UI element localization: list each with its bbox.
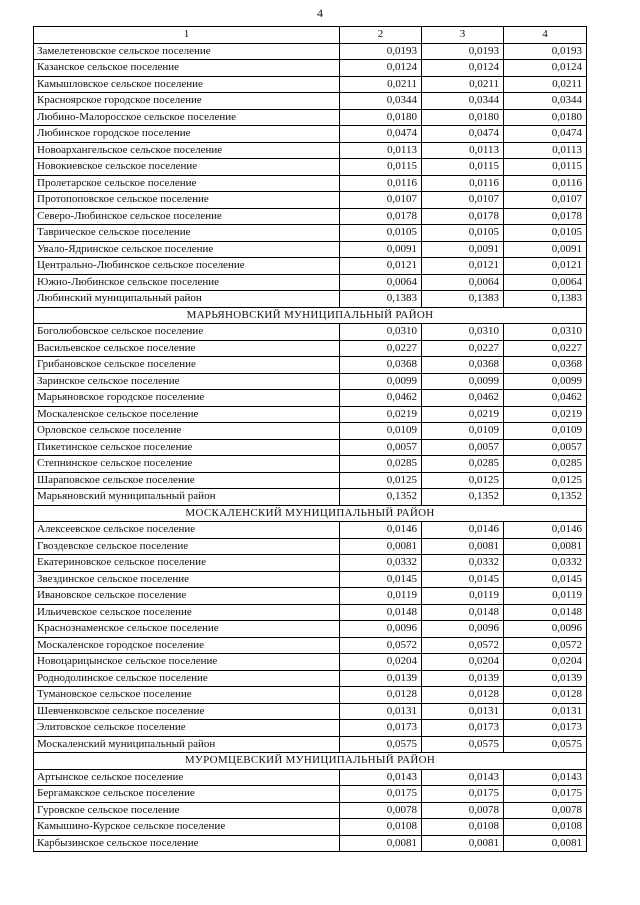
page-number: 4 [317, 6, 323, 20]
settlement-name-cell: Москаленское сельское поселение [34, 406, 340, 423]
col4-value-cell: 0,0121 [504, 258, 587, 275]
settlement-name-cell: Северо-Любинское сельское поселение [34, 208, 340, 225]
col4-value-cell: 0,0344 [504, 93, 587, 110]
col2-value-cell: 0,0099 [340, 373, 422, 390]
settlement-name-cell: Таврическое сельское поселение [34, 225, 340, 242]
col3-value-cell: 0,0572 [422, 637, 504, 654]
col3-value-cell: 0,0227 [422, 340, 504, 357]
col3-value-cell: 0,0332 [422, 555, 504, 572]
col3-value-cell: 0,0462 [422, 390, 504, 407]
col4-value-cell: 0,0064 [504, 274, 587, 291]
col4-value-cell: 0,0125 [504, 472, 587, 489]
col2-value-cell: 0,0344 [340, 93, 422, 110]
header-cell: 2 [340, 27, 422, 44]
col3-value-cell: 0,0081 [422, 835, 504, 852]
col4-value-cell: 0,0099 [504, 373, 587, 390]
table-row [34, 357, 587, 374]
col3-value-cell: 0,1352 [422, 489, 504, 506]
col3-value-cell: 0,0124 [422, 60, 504, 77]
col3-value-cell: 0,0109 [422, 423, 504, 440]
col2-value-cell: 0,0115 [340, 159, 422, 176]
header-row [34, 27, 587, 44]
col2-value-cell: 0,0146 [340, 522, 422, 539]
table-row [34, 802, 587, 819]
col2-value-cell: 0,0204 [340, 654, 422, 671]
settlement-name-cell: Карбызинское сельское поселение [34, 835, 340, 852]
col4-value-cell: 0,0572 [504, 637, 587, 654]
col3-value-cell: 0,1383 [422, 291, 504, 308]
settlement-name-cell: Роднодолинское сельское поселение [34, 670, 340, 687]
settlement-name-cell: Любино-Малоросское сельское поселение [34, 109, 340, 126]
col2-value-cell: 0,0219 [340, 406, 422, 423]
col2-value-cell: 0,0081 [340, 538, 422, 555]
table-row [34, 687, 587, 704]
col2-value-cell: 0,0180 [340, 109, 422, 126]
col4-value-cell: 0,0575 [504, 736, 587, 753]
col4-value-cell: 0,0107 [504, 192, 587, 209]
col3-value-cell: 0,0145 [422, 571, 504, 588]
settlement-name-cell: Екатериновское сельское поселение [34, 555, 340, 572]
col3-value-cell: 0,0175 [422, 786, 504, 803]
col3-value-cell: 0,0344 [422, 93, 504, 110]
col3-value-cell: 0,0091 [422, 241, 504, 258]
col2-value-cell: 0,0125 [340, 472, 422, 489]
col4-value-cell: 0,0081 [504, 835, 587, 852]
col4-value-cell: 0,0474 [504, 126, 587, 143]
settlement-name-cell: Москаленское городское поселение [34, 637, 340, 654]
settlement-name-cell: Ильичевское сельское поселение [34, 604, 340, 621]
table-row [34, 406, 587, 423]
section-header-row [34, 753, 587, 770]
col4-value-cell: 0,0180 [504, 109, 587, 126]
col3-value-cell: 0,0107 [422, 192, 504, 209]
col3-value-cell: 0,0108 [422, 819, 504, 836]
table-row [34, 538, 587, 555]
col2-value-cell: 0,0310 [340, 324, 422, 341]
col4-value-cell: 0,0227 [504, 340, 587, 357]
col2-value-cell: 0,0108 [340, 819, 422, 836]
col4-value-cell: 0,0285 [504, 456, 587, 473]
col4-value-cell: 0,0175 [504, 786, 587, 803]
col3-value-cell: 0,0368 [422, 357, 504, 374]
table-row [34, 439, 587, 456]
col2-value-cell: 0,1383 [340, 291, 422, 308]
col4-value-cell: 0,0057 [504, 439, 587, 456]
section-header-row [34, 505, 587, 522]
col2-value-cell: 0,0178 [340, 208, 422, 225]
col3-value-cell: 0,0105 [422, 225, 504, 242]
settlement-name-cell: Гуровское сельское поселение [34, 802, 340, 819]
col4-value-cell: 0,0211 [504, 76, 587, 93]
table-row [34, 423, 587, 440]
table-row [34, 720, 587, 737]
col2-value-cell: 0,0064 [340, 274, 422, 291]
col2-value-cell: 0,0175 [340, 786, 422, 803]
header-cell: 1 [34, 27, 340, 44]
col4-value-cell: 0,1352 [504, 489, 587, 506]
col2-value-cell: 0,0113 [340, 142, 422, 159]
table-row [34, 258, 587, 275]
col3-value-cell: 0,0096 [422, 621, 504, 638]
col4-value-cell: 0,0193 [504, 43, 587, 60]
table-row [34, 786, 587, 803]
col3-value-cell: 0,0180 [422, 109, 504, 126]
settlement-name-cell: Бергамакское сельское поселение [34, 786, 340, 803]
col4-value-cell: 0,0078 [504, 802, 587, 819]
header-cell: 4 [504, 27, 587, 44]
table-row [34, 703, 587, 720]
col3-value-cell: 0,0143 [422, 769, 504, 786]
col3-value-cell: 0,0057 [422, 439, 504, 456]
col4-value-cell: 0,1383 [504, 291, 587, 308]
settlement-name-cell: Любинское городское поселение [34, 126, 340, 143]
settlement-name-cell: Грибановское сельское поселение [34, 357, 340, 374]
settlement-name-cell: Марьяновский муниципальный район [34, 489, 340, 506]
col3-value-cell: 0,0285 [422, 456, 504, 473]
col4-value-cell: 0,0091 [504, 241, 587, 258]
settlement-name-cell: Замелетеновское сельское поселение [34, 43, 340, 60]
settlement-name-cell: Ивановское сельское поселение [34, 588, 340, 605]
col4-value-cell: 0,0332 [504, 555, 587, 572]
col3-value-cell: 0,0211 [422, 76, 504, 93]
col3-value-cell: 0,0193 [422, 43, 504, 60]
table-row [34, 241, 587, 258]
col4-value-cell: 0,0105 [504, 225, 587, 242]
settlement-name-cell: Заринское сельское поселение [34, 373, 340, 390]
settlement-name-cell: Краснознаменское сельское поселение [34, 621, 340, 638]
col2-value-cell: 0,0474 [340, 126, 422, 143]
col4-value-cell: 0,0108 [504, 819, 587, 836]
col4-value-cell: 0,0145 [504, 571, 587, 588]
col2-value-cell: 0,0131 [340, 703, 422, 720]
col4-value-cell: 0,0148 [504, 604, 587, 621]
table-row [34, 588, 587, 605]
col4-value-cell: 0,0081 [504, 538, 587, 555]
table-row [34, 769, 587, 786]
settlement-name-cell: Марьяновское городское поселение [34, 390, 340, 407]
col2-value-cell: 0,0285 [340, 456, 422, 473]
table-row [34, 192, 587, 209]
col2-value-cell: 0,0575 [340, 736, 422, 753]
col4-value-cell: 0,0109 [504, 423, 587, 440]
settlement-name-cell: Камышино-Курское сельское поселение [34, 819, 340, 836]
col3-value-cell: 0,0113 [422, 142, 504, 159]
col3-value-cell: 0,0119 [422, 588, 504, 605]
table-row [34, 43, 587, 60]
settlement-name-cell: Новоархангельское сельское поселение [34, 142, 340, 159]
table-row [34, 126, 587, 143]
col3-value-cell: 0,0219 [422, 406, 504, 423]
col2-value-cell: 0,0572 [340, 637, 422, 654]
settlement-name-cell: Пролетарское сельское поселение [34, 175, 340, 192]
settlement-name-cell: Васильевское сельское поселение [34, 340, 340, 357]
col3-value-cell: 0,0148 [422, 604, 504, 621]
settlement-name-cell: Тумановское сельское поселение [34, 687, 340, 704]
table-row [34, 324, 587, 341]
col2-value-cell: 0,0096 [340, 621, 422, 638]
section-header-row [34, 307, 587, 324]
table-row [34, 654, 587, 671]
col4-value-cell: 0,0204 [504, 654, 587, 671]
col3-value-cell: 0,0474 [422, 126, 504, 143]
col4-value-cell: 0,0096 [504, 621, 587, 638]
header-cell: 3 [422, 27, 504, 44]
table-row [34, 835, 587, 852]
table-row [34, 109, 587, 126]
table-row [34, 390, 587, 407]
col4-value-cell: 0,0128 [504, 687, 587, 704]
col4-value-cell: 0,0113 [504, 142, 587, 159]
col2-value-cell: 0,0148 [340, 604, 422, 621]
col2-value-cell: 0,0124 [340, 60, 422, 77]
col4-value-cell: 0,0173 [504, 720, 587, 737]
settlement-name-cell: Артынское сельское поселение [34, 769, 340, 786]
col3-value-cell: 0,0116 [422, 175, 504, 192]
col3-value-cell: 0,0128 [422, 687, 504, 704]
col4-value-cell: 0,0178 [504, 208, 587, 225]
settlement-name-cell: Орловское сельское поселение [34, 423, 340, 440]
section-title: МАРЬЯНОВСКИЙ МУНИЦИПАЛЬНЫЙ РАЙОН [34, 307, 587, 324]
col2-value-cell: 0,0091 [340, 241, 422, 258]
settlement-name-cell: Шараповское сельское поселение [34, 472, 340, 489]
col3-value-cell: 0,0131 [422, 703, 504, 720]
col2-value-cell: 0,0143 [340, 769, 422, 786]
col2-value-cell: 0,0139 [340, 670, 422, 687]
col2-value-cell: 0,1352 [340, 489, 422, 506]
settlement-name-cell: Боголюбовское сельское поселение [34, 324, 340, 341]
col2-value-cell: 0,0128 [340, 687, 422, 704]
table-row [34, 76, 587, 93]
col2-value-cell: 0,0145 [340, 571, 422, 588]
settlement-name-cell: Пикетинское сельское поселение [34, 439, 340, 456]
col3-value-cell: 0,0081 [422, 538, 504, 555]
col2-value-cell: 0,0462 [340, 390, 422, 407]
col4-value-cell: 0,0462 [504, 390, 587, 407]
col4-value-cell: 0,0116 [504, 175, 587, 192]
col3-value-cell: 0,0121 [422, 258, 504, 275]
table-row [34, 522, 587, 539]
col2-value-cell: 0,0193 [340, 43, 422, 60]
col4-value-cell: 0,0146 [504, 522, 587, 539]
settlement-name-cell: Центрально-Любинское сельское поселение [34, 258, 340, 275]
section-title: МУРОМЦЕВСКИЙ МУНИЦИПАЛЬНЫЙ РАЙОН [34, 753, 587, 770]
settlement-name-cell: Степнинское сельское поселение [34, 456, 340, 473]
col2-value-cell: 0,0109 [340, 423, 422, 440]
settlement-name-cell: Шевченковское сельское поселение [34, 703, 340, 720]
col2-value-cell: 0,0078 [340, 802, 422, 819]
table-row [34, 604, 587, 621]
table-row [34, 489, 587, 506]
table-row [34, 175, 587, 192]
section-title: МОСКАЛЕНСКИЙ МУНИЦИПАЛЬНЫЙ РАЙОН [34, 505, 587, 522]
table-row [34, 637, 587, 654]
table-row [34, 555, 587, 572]
settlement-name-cell: Алексеевское сельское поселение [34, 522, 340, 539]
col4-value-cell: 0,0124 [504, 60, 587, 77]
table-row [34, 472, 587, 489]
settlement-name-cell: Южно-Любинское сельское поселение [34, 274, 340, 291]
settlement-name-cell: Казанское сельское поселение [34, 60, 340, 77]
settlement-name-cell: Протопоповское сельское поселение [34, 192, 340, 209]
col4-value-cell: 0,0139 [504, 670, 587, 687]
col3-value-cell: 0,0178 [422, 208, 504, 225]
col4-value-cell: 0,0119 [504, 588, 587, 605]
col2-value-cell: 0,0227 [340, 340, 422, 357]
col2-value-cell: 0,0368 [340, 357, 422, 374]
col4-value-cell: 0,0115 [504, 159, 587, 176]
col2-value-cell: 0,0121 [340, 258, 422, 275]
col2-value-cell: 0,0211 [340, 76, 422, 93]
table-row [34, 340, 587, 357]
col2-value-cell: 0,0173 [340, 720, 422, 737]
table-row [34, 60, 587, 77]
col4-value-cell: 0,0143 [504, 769, 587, 786]
col3-value-cell: 0,0173 [422, 720, 504, 737]
settlement-name-cell: Москаленский муниципальный район [34, 736, 340, 753]
table-row [34, 571, 587, 588]
col2-value-cell: 0,0105 [340, 225, 422, 242]
col3-value-cell: 0,0078 [422, 802, 504, 819]
table-row [34, 142, 587, 159]
settlement-name-cell: Новокиевское сельское поселение [34, 159, 340, 176]
table-row [34, 274, 587, 291]
col4-value-cell: 0,0219 [504, 406, 587, 423]
data-table [33, 26, 587, 852]
table-row [34, 456, 587, 473]
settlement-name-cell: Гвоздевское сельское поселение [34, 538, 340, 555]
col2-value-cell: 0,0116 [340, 175, 422, 192]
col3-value-cell: 0,0204 [422, 654, 504, 671]
col3-value-cell: 0,0310 [422, 324, 504, 341]
settlement-name-cell: Звездинское сельское поселение [34, 571, 340, 588]
settlement-name-cell: Камышловское сельское поселение [34, 76, 340, 93]
table-row [34, 621, 587, 638]
settlement-name-cell: Любинский муниципальный район [34, 291, 340, 308]
col3-value-cell: 0,0146 [422, 522, 504, 539]
col3-value-cell: 0,0099 [422, 373, 504, 390]
table-row [34, 291, 587, 308]
col4-value-cell: 0,0131 [504, 703, 587, 720]
table-row [34, 93, 587, 110]
col3-value-cell: 0,0115 [422, 159, 504, 176]
col4-value-cell: 0,0310 [504, 324, 587, 341]
table-row [34, 208, 587, 225]
col2-value-cell: 0,0107 [340, 192, 422, 209]
table-row [34, 159, 587, 176]
table-row [34, 225, 587, 242]
settlement-name-cell: Увало-Ядринское сельское поселение [34, 241, 340, 258]
col2-value-cell: 0,0119 [340, 588, 422, 605]
table-row [34, 736, 587, 753]
settlement-name-cell: Красноярское городское поселение [34, 93, 340, 110]
table-row [34, 819, 587, 836]
settlement-name-cell: Элитовское сельское поселение [34, 720, 340, 737]
col3-value-cell: 0,0575 [422, 736, 504, 753]
settlement-name-cell: Новоцарицынское сельское поселение [34, 654, 340, 671]
col2-value-cell: 0,0332 [340, 555, 422, 572]
col3-value-cell: 0,0064 [422, 274, 504, 291]
col2-value-cell: 0,0057 [340, 439, 422, 456]
table-row [34, 670, 587, 687]
table-row [34, 373, 587, 390]
col3-value-cell: 0,0139 [422, 670, 504, 687]
col2-value-cell: 0,0081 [340, 835, 422, 852]
col3-value-cell: 0,0125 [422, 472, 504, 489]
col4-value-cell: 0,0368 [504, 357, 587, 374]
